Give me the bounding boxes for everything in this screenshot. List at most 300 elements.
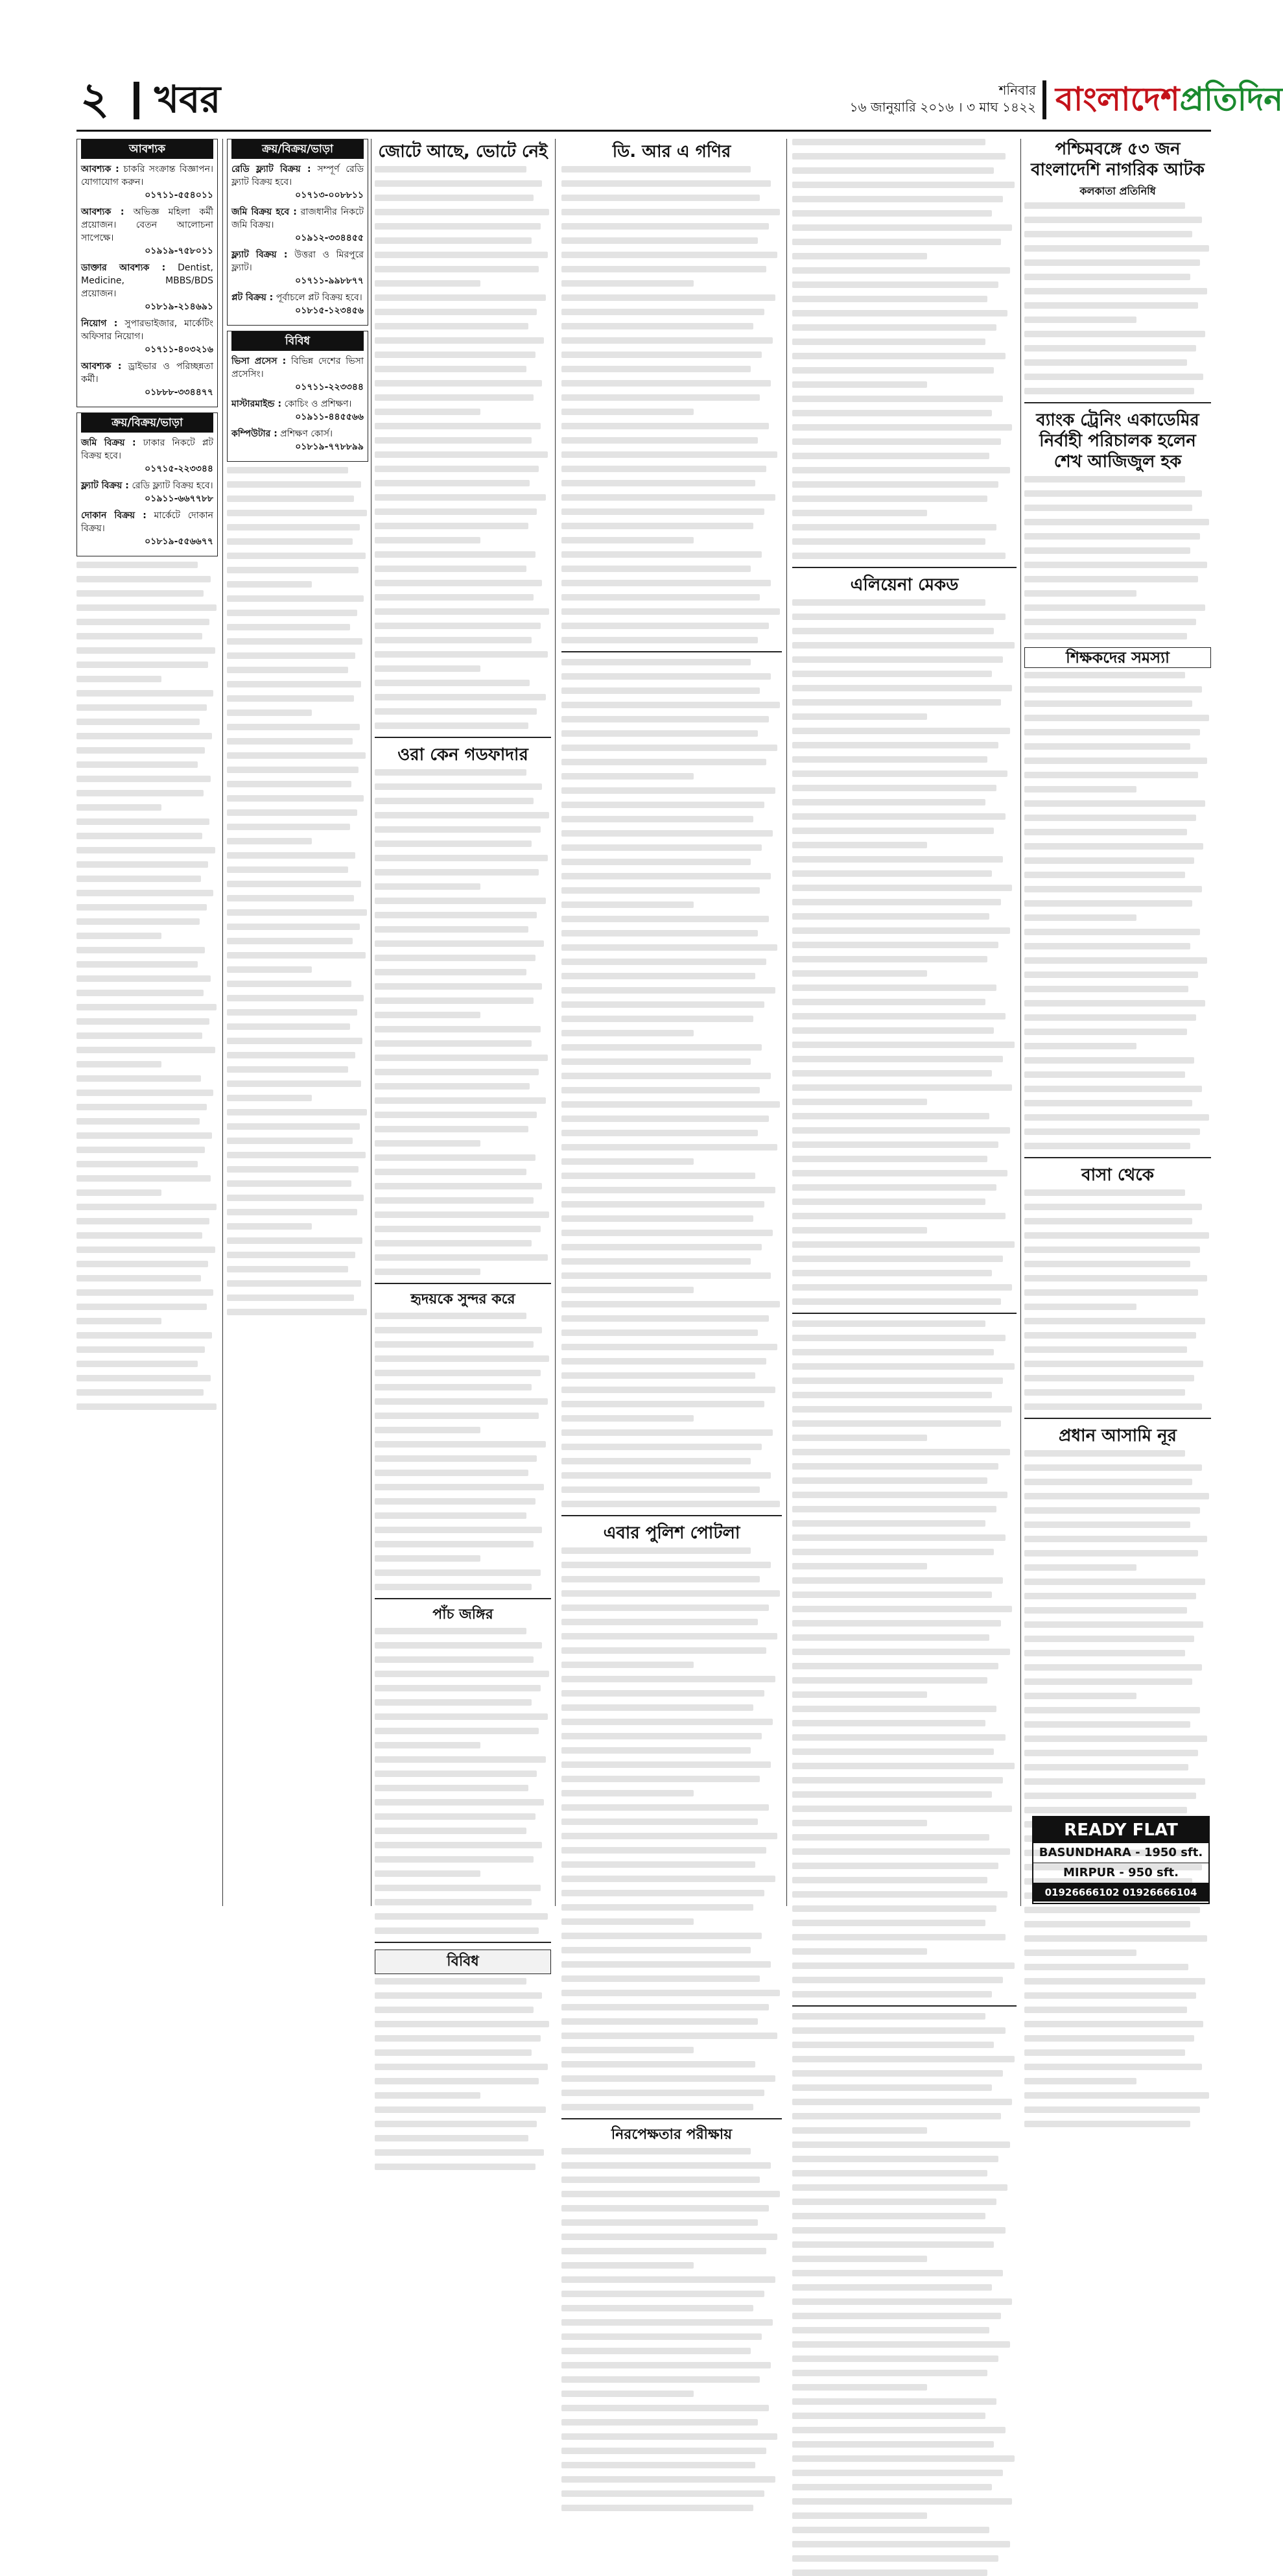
text-line: [561, 1690, 764, 1697]
text-line: [375, 783, 542, 790]
text-line: [792, 510, 927, 516]
text-line: [375, 466, 539, 472]
text-line: [561, 1415, 694, 1422]
text-line: [77, 1104, 207, 1110]
text-line: [561, 802, 764, 808]
text-line: [77, 1232, 202, 1239]
text-line: [561, 1676, 775, 1682]
text-line: [792, 182, 1015, 188]
text-line: [375, 2007, 534, 2013]
classified-ad-phone: ০১৯১৯-৭৫৮০১১: [145, 246, 213, 256]
text-line: [227, 852, 355, 859]
text-line: [561, 394, 760, 401]
text-line: [792, 2484, 992, 2490]
text-line: [227, 752, 366, 759]
text-line: [792, 2113, 1001, 2119]
text-line: [375, 209, 549, 215]
text-line: [1024, 533, 1200, 540]
publication-date: [731, 82, 1036, 115]
text-line: [1024, 1493, 1209, 1499]
story-body: [375, 769, 551, 1275]
text-line: [375, 1642, 542, 1649]
text-line: [792, 785, 996, 791]
text-line: [1024, 604, 1205, 611]
text-line: [561, 508, 764, 515]
text-line: [792, 942, 998, 948]
text-line: [375, 1978, 526, 1985]
classified-ad-phone: ০১৭১১-২২৩৩৪৪: [295, 382, 364, 392]
text-line: [792, 1241, 1015, 1248]
text-line: [375, 523, 528, 529]
text-line: [792, 495, 987, 502]
classified-ad-title: আবশ্যক :: [81, 361, 122, 372]
story-body: [792, 599, 1017, 1305]
text-line: [375, 2035, 541, 2042]
text-line: [77, 690, 213, 697]
text-line: [792, 438, 1001, 445]
text-line: [561, 366, 751, 372]
text-line: [561, 2191, 780, 2197]
text-line: [561, 973, 755, 979]
text-line: [792, 2512, 927, 2519]
text-line: [561, 1358, 766, 1365]
text-line: [1024, 1086, 1202, 1092]
text-line: [227, 1080, 361, 1087]
text-line: [792, 2570, 987, 2576]
text-line: [792, 642, 1015, 649]
text-line: [561, 380, 771, 387]
text-line: [227, 510, 367, 516]
text-line: [561, 1719, 773, 1725]
section-title: খবর: [154, 77, 221, 121]
story-body: [375, 1313, 551, 1590]
text-line: [227, 495, 354, 502]
story-divider: [561, 2118, 782, 2119]
text-line: [792, 210, 992, 217]
text-line: [561, 2033, 777, 2039]
text-line: [561, 1486, 760, 1493]
classified-ad: [81, 509, 213, 548]
text-line: [561, 1258, 751, 1265]
text-line: [1024, 1764, 1188, 1771]
text-line: [561, 901, 694, 908]
text-line: [77, 1090, 213, 1096]
news-column-right: [1024, 139, 1211, 1906]
story-body: [561, 1547, 782, 2110]
classified-ad: [231, 355, 364, 394]
text-line: [792, 1227, 927, 1234]
text-line: [77, 818, 209, 825]
text-line: [227, 966, 312, 973]
classified-ad-phone: ০১৭১৫-২২৩৩৪৪: [145, 464, 213, 474]
text-line: [375, 594, 534, 601]
text-line: [561, 1130, 758, 1136]
text-line: [792, 614, 1006, 620]
text-line: [77, 790, 204, 796]
text-line: [227, 781, 351, 787]
ad-phone: 01926666102 01926666104: [1033, 1883, 1208, 1902]
classified-ad-phone: ০১৭১১-৫৫৪০১১: [145, 190, 213, 200]
text-line: [375, 1885, 541, 1891]
text-line: [375, 2106, 546, 2113]
text-line: [375, 1527, 542, 1533]
text-line: [792, 1042, 1015, 1048]
text-line: [1024, 1593, 1196, 1599]
text-line: [77, 1132, 212, 1139]
text-line: [792, 253, 927, 259]
text-line: [77, 590, 204, 597]
text-line: [792, 139, 985, 145]
classified-ad-text: Dentist, Medicine, MBBS/BDS প্রয়োজন।: [81, 263, 213, 299]
text-line: [227, 610, 357, 616]
classified-ad-title: ফ্ল্যাট বিক্রয় :: [231, 250, 288, 260]
text-line: [227, 1066, 348, 1073]
text-line: [561, 2319, 773, 2326]
text-line: [561, 637, 758, 643]
text-line: [561, 2276, 775, 2283]
text-line: [375, 722, 528, 729]
text-line: [77, 761, 198, 768]
text-line: [375, 166, 526, 173]
text-line: [792, 481, 998, 488]
text-line: [227, 553, 366, 559]
text-line: [1024, 1964, 1188, 1970]
text-line: [227, 652, 355, 659]
story-body: [561, 659, 782, 1507]
text-line: [77, 890, 213, 896]
text-line: [1024, 547, 1190, 554]
text-line: [792, 1320, 985, 1327]
classified-ad: [231, 163, 364, 202]
classifieds-column-2: [227, 139, 368, 1906]
text-line: [792, 1520, 985, 1527]
text-line: [375, 366, 526, 372]
text-line: [1024, 562, 1207, 568]
text-line: [227, 1123, 360, 1130]
text-line: [792, 2227, 1006, 2234]
text-line: [375, 252, 548, 258]
text-line: [792, 1634, 989, 1641]
text-line: [77, 1175, 211, 1182]
text-line: [561, 280, 694, 287]
text-line: [1024, 715, 1209, 721]
text-line: [1024, 2106, 1200, 2113]
text-line: [375, 769, 526, 776]
text-line: [561, 1215, 753, 1222]
text-line: [792, 1877, 987, 1883]
text-line: [561, 1904, 753, 1911]
text-line: [375, 1913, 548, 1920]
text-line: [561, 2047, 694, 2053]
text-line: [792, 1962, 1015, 1969]
text-line: [792, 1156, 987, 1162]
text-line: [792, 742, 998, 748]
classified-ad-text: পূর্বাচলে প্লট বিক্রয় হবে।: [276, 292, 362, 303]
story-headline: প্রধান আসামি নূর: [1059, 1426, 1177, 1446]
text-line: [227, 1166, 359, 1173]
text-line: [375, 1584, 532, 1590]
text-line: [561, 252, 777, 258]
text-line: [1024, 316, 1136, 323]
text-line: [1024, 1361, 1203, 1367]
text-line: [375, 826, 541, 833]
text-line: [77, 1161, 198, 1167]
text-line: [375, 580, 542, 586]
text-line: [375, 841, 532, 847]
text-line: [561, 2433, 777, 2440]
column-divider: [555, 139, 556, 1906]
text-line: [227, 895, 354, 901]
text-line: [561, 1301, 780, 1307]
text-line: [1024, 1389, 1185, 1396]
text-line: [77, 1275, 201, 1282]
text-line: [561, 437, 758, 444]
classified-ad: [231, 206, 364, 244]
story-divider: [1024, 1418, 1211, 1419]
text-line: [792, 1720, 985, 1726]
text-line: [375, 1341, 534, 1348]
text-line: [792, 1127, 1010, 1134]
text-line: [375, 1555, 480, 1562]
text-line: [561, 2004, 769, 2010]
text-line: [227, 1038, 362, 1044]
text-line: [792, 2184, 1007, 2191]
text-line: [561, 323, 753, 329]
text-line: [375, 1484, 544, 1490]
text-line: [792, 1392, 992, 1398]
text-line: [792, 999, 985, 1005]
story-headline: এবার পুলিশ পোটলা: [603, 1523, 740, 1543]
text-line: [227, 1180, 351, 1187]
text-line: [561, 673, 771, 680]
text-line: [375, 180, 542, 187]
classified-ad-text: অভিজ্ঞ মহিলা কর্মী প্রয়োজন। বেতন আলোচনা সাপেক্ষে।: [81, 207, 213, 243]
text-line: [792, 1335, 1006, 1341]
text-line: [375, 1427, 480, 1433]
text-line: [792, 1056, 1003, 1062]
text-line: [1024, 914, 1136, 921]
text-line: [792, 324, 996, 331]
text-line: [375, 1541, 534, 1547]
text-line: [561, 1001, 764, 1008]
text-line: [792, 970, 927, 977]
text-line: [375, 1026, 541, 1032]
text-line: [375, 1455, 537, 1462]
text-line: [561, 916, 769, 922]
text-line: [375, 1269, 480, 1275]
text-line: [375, 1112, 537, 1118]
text-line: [1024, 729, 1200, 735]
text-line: [1024, 1992, 1196, 1999]
classified-ad: [81, 317, 213, 356]
text-line: [1024, 505, 1192, 511]
text-line: [77, 975, 211, 982]
text-line: [375, 1327, 542, 1333]
text-line: [792, 628, 994, 634]
text-line: [792, 770, 1007, 777]
text-line: [77, 1047, 215, 1053]
text-line: [792, 2313, 1001, 2319]
text-line: [1024, 1636, 1194, 1642]
text-line: [1024, 1621, 1203, 1628]
text-line: [561, 1087, 760, 1093]
text-line: [375, 2121, 537, 2127]
text-line: [375, 1069, 539, 1075]
text-line: [792, 1948, 927, 1955]
text-line: [375, 2021, 549, 2027]
text-line: [375, 665, 480, 672]
column-divider: [222, 139, 223, 1906]
classified-ad-text: ঢাকার নিকটে প্লট বিক্রয় হবে।: [81, 438, 214, 461]
text-line: [1024, 202, 1185, 209]
text-line: [375, 1384, 532, 1390]
text-line: [792, 2256, 927, 2262]
text-line: [1024, 217, 1202, 223]
text-line: [561, 466, 766, 472]
story-body: [792, 2013, 1017, 2576]
text-line: [375, 1992, 542, 1999]
text-line: [77, 1075, 201, 1082]
text-line: [561, 702, 780, 708]
classified-ad-title: নিয়োগ :: [81, 318, 118, 329]
text-line: [375, 1498, 536, 1505]
text-line: [77, 1204, 217, 1210]
text-line: [227, 710, 312, 716]
text-line: [1024, 1650, 1185, 1656]
newspaper-logo: [1055, 73, 1283, 126]
text-line: [375, 1728, 539, 1734]
text-line: [792, 2413, 985, 2419]
text-line: [1024, 1564, 1136, 1571]
story-body: [375, 1978, 551, 2170]
text-line: [375, 1211, 549, 1218]
text-line: [792, 224, 1012, 231]
classified-ad-title: জমি বিক্রয় হবে :: [231, 207, 297, 217]
text-line: [561, 451, 777, 458]
classified-section-misc: [227, 331, 368, 462]
text-line: [792, 2327, 989, 2333]
story-body: [1024, 1189, 1211, 1410]
text-line: [561, 2376, 760, 2383]
text-line: [1024, 1664, 1202, 1671]
text-line: [375, 1413, 539, 1419]
text-line: [792, 553, 1006, 559]
text-line: [561, 1576, 760, 1582]
text-line: [375, 926, 528, 933]
story-body: [792, 139, 1017, 559]
text-line: [561, 1501, 780, 1507]
text-line: [561, 1890, 764, 1896]
story-headline: এলিয়েনা মেকড: [850, 575, 959, 595]
text-line: [792, 424, 1012, 431]
text-line: [375, 883, 480, 890]
text-line: [1024, 857, 1194, 864]
text-line: [792, 2384, 927, 2391]
story-divider: [375, 1942, 551, 1943]
text-line: [792, 1184, 996, 1191]
text-line: [1024, 1707, 1200, 1713]
text-line: [561, 1030, 694, 1036]
text-line: [375, 1628, 526, 1634]
text-line: [227, 738, 353, 745]
story-divider: [561, 1515, 782, 1516]
text-line: [375, 1685, 541, 1691]
text-line: [1024, 757, 1207, 764]
story-body: [1024, 202, 1211, 394]
text-line: [1024, 843, 1203, 850]
text-line: [227, 695, 354, 702]
text-line: [227, 995, 364, 1001]
text-line: [77, 1361, 198, 1367]
text-line: [792, 2427, 1006, 2433]
text-line: [792, 1406, 1012, 1413]
text-line: [561, 195, 760, 201]
text-line: [1024, 1536, 1207, 1542]
text-line: [375, 1699, 532, 1706]
text-line: [375, 1398, 548, 1405]
text-line: [792, 870, 992, 877]
text-line: [561, 1847, 766, 1854]
text-line: [1024, 1275, 1207, 1282]
text-line: [561, 2176, 760, 2183]
text-line: [561, 1401, 764, 1407]
text-line: [792, 1113, 989, 1119]
text-line: [561, 2090, 764, 2096]
text-line: [792, 1449, 1010, 1455]
text-line: [1024, 1921, 1190, 1927]
story-headline: হৃদয়কে সুন্দর করে: [410, 1291, 515, 1307]
classified-ad: [81, 360, 213, 399]
text-line: [792, 956, 987, 962]
text-line: [792, 1691, 927, 1698]
text-line: [227, 1023, 350, 1030]
classified-ad: [231, 427, 364, 453]
text-line: [1024, 1128, 1200, 1135]
text-line: [561, 2333, 762, 2340]
classified-ad-title: রেডি ফ্ল্যাট বিক্রয় :: [231, 164, 311, 174]
story-headline: পশ্চিমবঙ্গে ৫৩ জন বাংলাদেশি নাগরিক আটক: [1031, 139, 1205, 180]
text-line: [561, 2391, 694, 2397]
classified-ad-phone: ০১৯১১-৪৪৫৫৬৬: [295, 412, 364, 422]
text-line: [561, 1604, 769, 1611]
text-line: [561, 2405, 769, 2411]
classified-ad-phone: ০১৭১১-৯৯৮৮৭৭: [295, 276, 364, 286]
text-line: [1024, 2121, 1190, 2127]
text-line: [792, 756, 987, 763]
text-line: [1024, 1189, 1185, 1196]
ad-line-basundhara: BASUNDHARA - 1950 sft.: [1033, 1843, 1208, 1863]
text-line: [375, 1083, 530, 1090]
text-line: [77, 1403, 217, 1410]
text-line: [1024, 1304, 1136, 1310]
text-line: [1024, 1807, 1187, 1813]
text-line: [792, 885, 1012, 891]
text-line: [375, 1370, 541, 1376]
text-line: [561, 1444, 762, 1450]
text-line: [792, 799, 985, 805]
text-line: [792, 1806, 1012, 1812]
text-line: [792, 381, 927, 388]
text-line: [227, 1223, 312, 1230]
text-line: [1024, 519, 1209, 525]
text-line: [227, 838, 312, 844]
text-line: [77, 918, 200, 925]
classified-ad-text: রাজধানীর নিকটে জমি বিক্রয়।: [231, 207, 364, 230]
story-headline: শিক্ষকদের সমস্যা: [1024, 647, 1211, 668]
story-divider: [792, 2005, 1017, 2007]
text-line: [561, 844, 762, 851]
text-line: [1024, 929, 1200, 935]
